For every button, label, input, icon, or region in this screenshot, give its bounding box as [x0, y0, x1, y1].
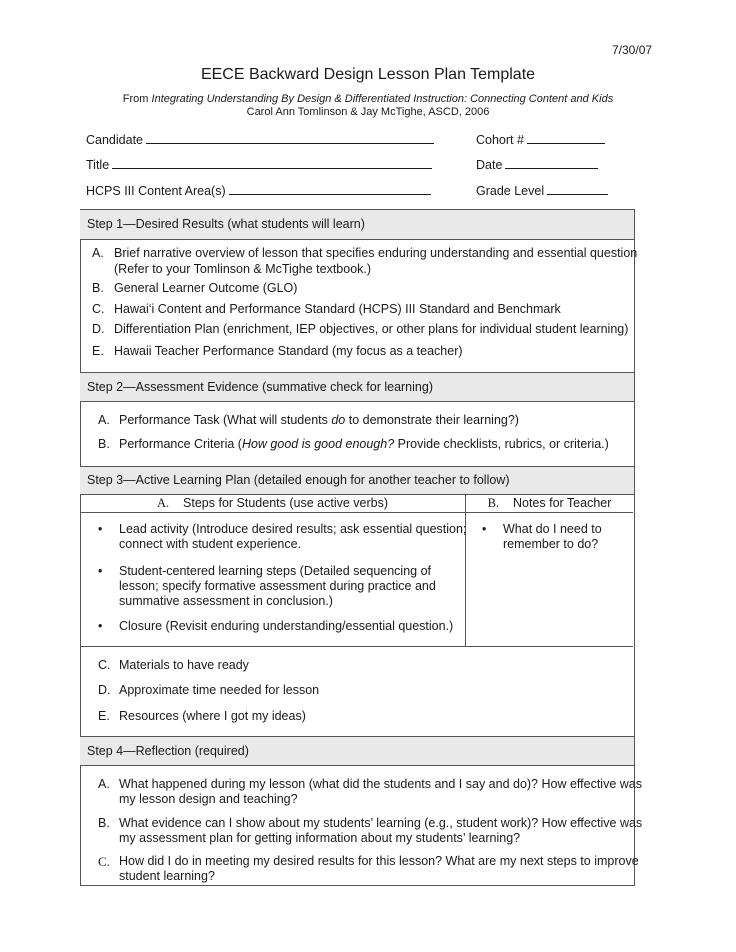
document-date: 7/30/07	[612, 43, 653, 57]
grade-level-label: Grade Level	[476, 184, 545, 198]
title-line[interactable]	[112, 156, 432, 169]
step3-header: Step 3—Active Learning Plan (detailed enough for another teacher to follow)	[80, 466, 634, 495]
step4-item-b-letter: B.	[98, 816, 110, 830]
step1-item-e-text: Hawaii Teacher Performance Standard (my focus as a teacher)	[114, 344, 463, 358]
step4-header: Step 4—Reflection (required)	[80, 736, 634, 766]
date-line[interactable]	[505, 156, 598, 169]
step3-bullet-lead-line2: connect with student experience.	[119, 537, 302, 551]
col-b-header	[466, 496, 633, 511]
title-field[interactable]	[86, 156, 432, 172]
date-field[interactable]	[476, 156, 598, 172]
bullet-icon: •	[482, 522, 487, 536]
step1-item-d-text: Differentiation Plan (enrichment, IEP objectives, or other plans for individual student learning)	[114, 322, 629, 336]
step3-bullet-closure-text: Closure (Revisit enduring understanding/essential question.)	[119, 619, 454, 633]
step3-bullet-steps-line1: Student-centered learning steps (Detailed sequencing of	[119, 564, 432, 578]
step1-item-e-letter: E.	[92, 344, 104, 358]
source-authors: Carol Ann Tomlinson & Jay McTighe, ASCD, 2006	[246, 106, 490, 118]
bullet-icon: •	[98, 619, 103, 633]
candidate-line[interactable]	[146, 131, 434, 144]
step1-item-d-letter: D.	[92, 322, 105, 336]
step3-bullet-steps-line3: summative assessment in conclusion.)	[119, 594, 333, 608]
step2-item-a-pre: Performance Task (What will students	[119, 413, 332, 427]
step1-item-c-letter: C.	[92, 302, 105, 316]
cohort-line[interactable]	[527, 131, 605, 144]
step4-item-a-letter: A.	[98, 777, 110, 791]
step1-item-a-line2: (Refer to your Tomlinson & McTighe textbook.)	[114, 262, 372, 276]
step2-item-a-letter: A.	[98, 413, 110, 427]
date-label: Date	[476, 158, 503, 172]
content-area-line[interactable]	[229, 182, 431, 195]
teacher-note-line2: remember to do?	[503, 537, 599, 551]
col-a-header	[80, 496, 465, 511]
step1-item-b-text: General Learner Outcome (GLO)	[114, 281, 298, 295]
step3-bullet-lead-line1: Lead activity (Introduce desired results; ask essential question;	[119, 522, 467, 536]
step2-item-b-letter: B.	[98, 437, 110, 451]
step1-item-b-letter: B.	[92, 281, 104, 295]
step3-item-d-letter: D.	[98, 683, 111, 697]
column-header-divider	[80, 512, 633, 513]
step4-item-c-line2: student learning?	[119, 869, 215, 883]
step3-item-e-text: Resources (where I got my ideas)	[119, 709, 306, 723]
cohort-field[interactable]	[476, 131, 605, 147]
grade-level-field[interactable]	[476, 182, 608, 198]
step2-item-a-text	[119, 413, 519, 428]
document-title: EECE Backward Design Lesson Plan Template	[200, 66, 536, 83]
candidate-field[interactable]	[86, 131, 434, 147]
step4-item-b-line2: my assessment plan for getting information about my students’ learning?	[119, 831, 521, 845]
col-a-letter: A.	[156, 496, 170, 510]
step2-item-a-post: to demonstrate their learning?)	[345, 413, 519, 427]
step2-item-b-text	[119, 437, 609, 452]
candidate-label: Candidate	[86, 133, 143, 147]
step4-item-b-line1: What evidence can I show about my students’ learning (e.g., student work)? How effective was	[119, 816, 643, 830]
step1-header: Step 1—Desired Results (what students will learn)	[80, 209, 634, 240]
cohort-label: Cohort #	[476, 133, 524, 147]
step1-item-c-text: Hawai‘i Content and Performance Standard (HCPS) III Standard and Benchmark	[114, 302, 561, 316]
step2-item-b-emphasis: How good is good enough?	[241, 437, 395, 451]
source-prefix: From	[122, 93, 152, 105]
step3-item-c-text: Materials to have ready	[119, 658, 249, 672]
step3-item-e-letter: E.	[98, 709, 110, 723]
source-title: Integrating Understanding By Design & Differentiated Instruction: Connecting Content and Kids	[151, 93, 614, 105]
grade-level-line[interactable]	[547, 182, 608, 195]
col-a-label: Steps for Students (use active verbs)	[183, 496, 389, 510]
step1-item-a-letter: A.	[92, 246, 104, 260]
content-area-field[interactable]	[86, 182, 431, 198]
bullet-icon: •	[98, 564, 103, 578]
title-label: Title	[86, 158, 110, 172]
step3-item-d-text: Approximate time needed for lesson	[119, 683, 320, 697]
teacher-note-line1: What do I need to	[503, 522, 602, 536]
column-divider	[465, 494, 466, 646]
content-area-label: HCPS III Content Area(s)	[86, 184, 226, 198]
step4-item-c-letter: C.	[98, 854, 110, 869]
col-b-label: Notes for Teacher	[512, 496, 612, 510]
step2-item-b-pre: Performance Criteria (	[119, 437, 242, 451]
step3-item-c-letter: C.	[98, 658, 111, 672]
step4-item-a-line2: my lesson design and teaching?	[119, 792, 298, 806]
step4-item-a-line1: What happened during my lesson (what did the students and I say and do)? How effective was	[119, 777, 642, 791]
step2-item-a-emphasis: do	[331, 413, 346, 427]
step2-item-b-post: Provide checklists, rubrics, or criteria.)	[394, 437, 609, 451]
step3-bullet-steps-line2: lesson; specify formative assessment during practice and	[119, 579, 436, 593]
step1-item-a-line1: Brief narrative overview of lesson that specifies enduring understanding and essential question	[114, 246, 638, 260]
step4-item-c-line1: How did I do in meeting my desired results for this lesson? What are my next steps to improve	[119, 854, 639, 868]
col-b-letter: B.	[487, 496, 500, 510]
bullet-icon: •	[98, 522, 103, 536]
source-citation	[0, 93, 736, 105]
step2-header: Step 2—Assessment Evidence (summative check for learning)	[80, 372, 634, 402]
